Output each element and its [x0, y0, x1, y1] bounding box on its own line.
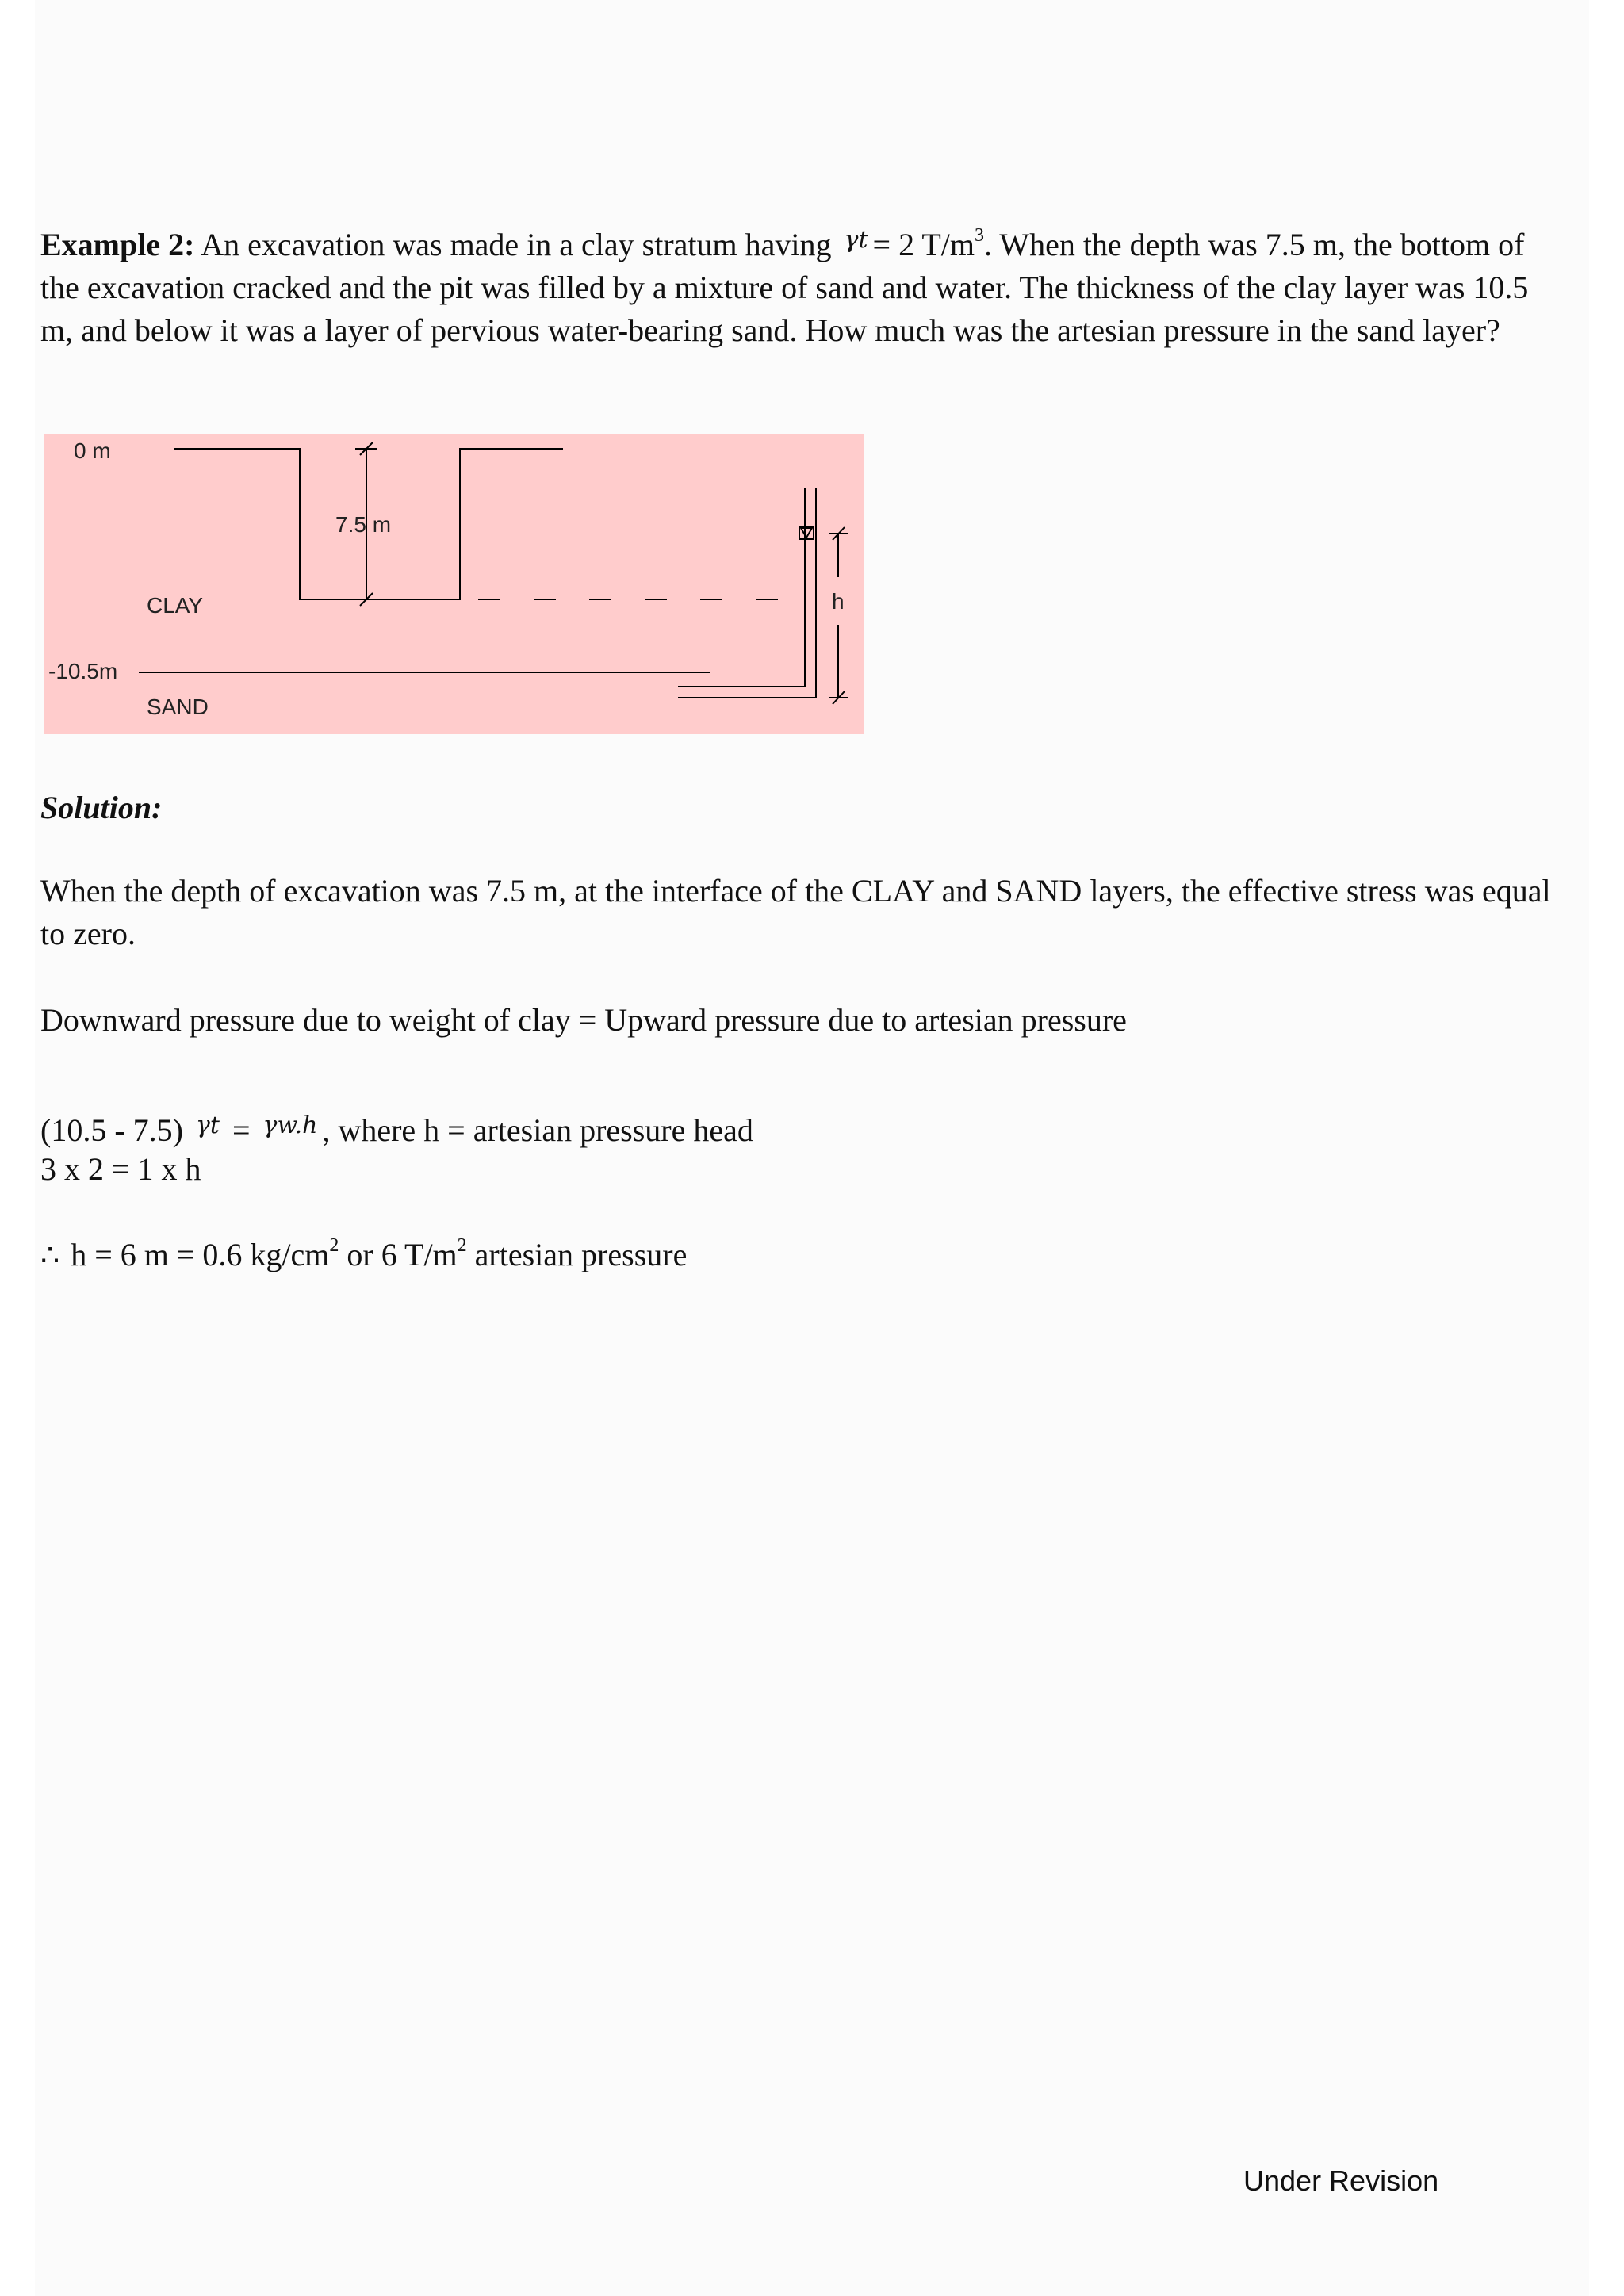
problem-text-2: . When the depth was 7.5 m, the bottom of the excavation cracked and the pit was filled by a mixture of sand and water. The thickness of the clay layer was 10.5 m, and below it was a layer of pervious water-bearing sand. How much was the artesian pressure in the sand layer? [40, 227, 1529, 348]
clay-label: CLAY [147, 593, 204, 618]
eq1-gamma-w-h-symbol: γw.h [262, 1112, 318, 1139]
eq1-left: (10.5 - 7.5) [40, 1112, 183, 1148]
sand-label: SAND [147, 695, 209, 719]
solution-heading: Solution: [40, 790, 163, 825]
eq1-gamma-t-symbol: γt [195, 1112, 220, 1139]
eq3-part-2: or 6 T/m [339, 1237, 458, 1272]
therefore-icon: ∴ [40, 1239, 60, 1272]
equation-3 [40, 1234, 687, 1277]
equation-2: 3 x 2 = 1 x h [40, 1151, 201, 1187]
example-heading: Example 2: [40, 227, 195, 262]
eq1-equals: = [232, 1112, 251, 1148]
depth-label: 7.5 m [335, 512, 392, 537]
solution-paragraph-1: When the depth of excavation was 7.5 m, at the interface of the CLAY and SAND layers, the effective stress was equal to zero. [40, 873, 1551, 951]
sand-level-label: -10.5m [48, 659, 118, 683]
top-level-label: 0 m [74, 438, 111, 463]
problem-text-1: An excavation was made in a clay stratum having [194, 227, 832, 262]
solution-paragraph-2: Downward pressure due to weight of clay = Upward pressure due to artesian pressure [40, 1002, 1127, 1038]
excavation-diagram-svg [44, 434, 864, 734]
eq3-part-1: h = 6 m = 0.6 kg/cm [71, 1237, 330, 1272]
eq3-exponent-2: 2 [457, 1235, 467, 1256]
equation-1 [40, 1104, 753, 1152]
eq1-rest: , where h = artesian pressure head [322, 1112, 753, 1148]
revision-status: Under Revision [1243, 2164, 1439, 2197]
eq3-part-3: artesian pressure [466, 1237, 688, 1272]
head-label: h [832, 589, 845, 614]
problem-unit: = 2 T/m [872, 227, 975, 262]
gamma-t-symbol: γt [844, 226, 868, 254]
unit-exponent: 3 [975, 225, 985, 246]
eq3-exponent-1: 2 [329, 1235, 339, 1256]
diagram-background [44, 434, 864, 734]
excavation-diagram [44, 434, 864, 734]
problem-statement [40, 219, 1563, 352]
